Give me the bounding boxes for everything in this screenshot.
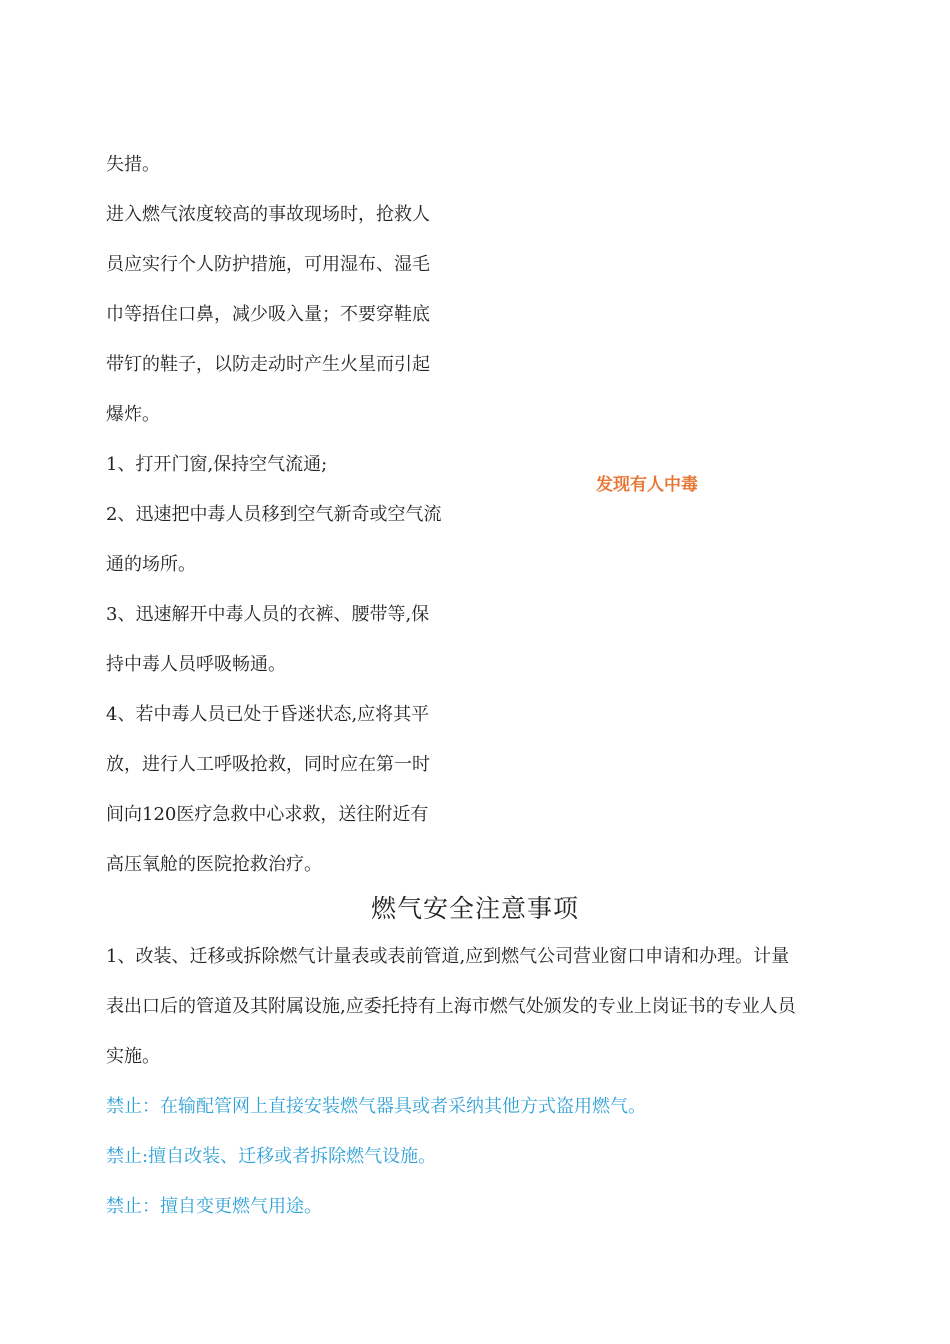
text-line: 2、迅速把中毒人员移到空气新奇或空气流: [106, 504, 442, 525]
safety-notes: [106, 932, 846, 1232]
text-line: 带钉的鞋子，以防走动时产生火星而引起: [106, 354, 430, 375]
text-line: 1、改装、迁移或拆除燃气计量表或表前管道,应到燃气公司营业窗口申请和办理。计量: [106, 946, 790, 967]
text-line: 员应实行个人防护措施，可用湿布、湿毛: [106, 254, 430, 275]
text-line: 1、打开门窗,保持空气流通;: [106, 454, 328, 475]
text-line: 爆炸。: [106, 404, 160, 425]
text-line: 实施。: [106, 1046, 160, 1067]
text-line: 放，进行人工呼吸抢救，同时应在第一时: [106, 754, 430, 775]
prohibition-line: 禁止:擅自改装、迁移或者拆除燃气设施。: [106, 1146, 437, 1167]
text-line: 间向120医疗急救中心求救，送往附近有: [106, 804, 429, 825]
text-line: 高压氧舱的医院抢救治疗。: [106, 854, 322, 875]
text-line: 4、若中毒人员已处于昏迷状态,应将其平: [106, 704, 430, 725]
prohibition-line: 禁止：擅自变更燃气用途。: [106, 1196, 322, 1217]
side-heading: 发现有人中毒: [596, 475, 698, 495]
text-line: 进入燃气浓度较高的事故现场时，抢救人: [106, 204, 430, 225]
prohibition-line: 禁止：在输配管网上直接安装燃气器具或者采纳其他方式盗用燃气。: [106, 1096, 646, 1117]
text-line: 表出口后的管道及其附属设施,应委托持有上海市燃气处颁发的专业上岗证书的专业人员: [106, 996, 796, 1017]
section-title: 燃气安全注意事项: [370, 894, 579, 923]
text-line: 失措。: [106, 154, 160, 175]
left-text-column: [106, 140, 466, 890]
text-line: 3、迅速解开中毒人员的衣裤、腰带等,保: [106, 604, 430, 625]
text-line: 持中毒人员呼吸畅通。: [106, 654, 286, 675]
text-line: 巾等捂住口鼻，减少吸入量；不要穿鞋底: [106, 304, 430, 325]
text-line: 通的场所。: [106, 554, 196, 575]
